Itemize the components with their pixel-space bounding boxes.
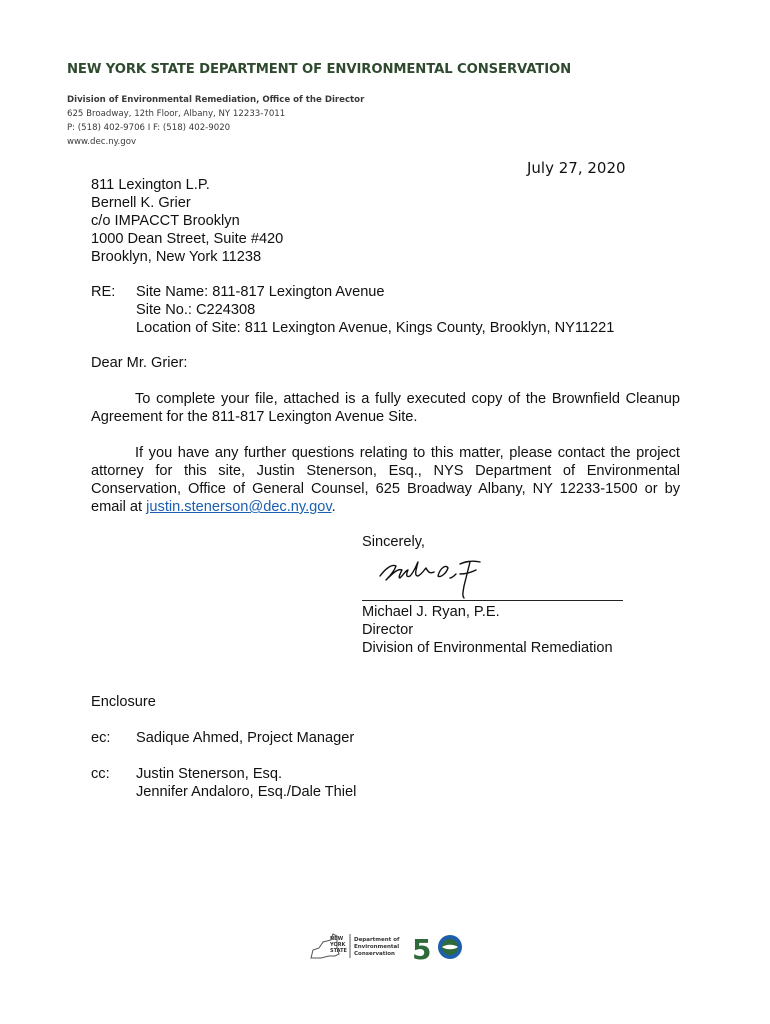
svg-text:YORK: YORK [330, 942, 346, 948]
letterhead-website: www.dec.ny.gov [67, 137, 137, 147]
recipient-line: 1000 Dean Street, Suite #420 [91, 231, 284, 247]
cc-line: Justin Stenerson, Esq. [136, 766, 283, 782]
salutation: Dear Mr. Grier: [91, 355, 188, 371]
agency-name: NEW YORK STATE DEPARTMENT OF ENVIRONMENTAL CONSERVATION [67, 62, 572, 77]
svg-text:5: 5 [412, 933, 432, 964]
re-block [136, 283, 614, 337]
re-line: Location of Site: 811 Lexington Avenue, Kings County, Brooklyn, NY11221 [136, 320, 615, 336]
svg-text:STATE: STATE [330, 948, 347, 954]
signer-block [362, 603, 613, 657]
closing: Sincerely, [362, 534, 425, 550]
dec-footer-logo [309, 928, 467, 964]
svg-text:Conservation: Conservation [354, 951, 395, 957]
ec-line: Sadique Ahmed, Project Manager [136, 730, 355, 746]
recipient-line: Bernell K. Grier [91, 195, 191, 211]
letterhead-address: 625 Broadway, 12th Floor, Albany, NY 12233-7011 [67, 109, 286, 119]
enclosure: Enclosure [91, 694, 156, 710]
ec-label: ec: [91, 730, 111, 746]
re-line: Site No.: C224308 [136, 302, 256, 318]
letter-date: July 27, 2020 [527, 159, 626, 177]
nys-dec-50-logo [309, 928, 467, 964]
signer-name: Michael J. Ryan, P.E. [362, 604, 500, 620]
letterhead-phone: P: (518) 402-9706 I F: (518) 402-9020 [67, 123, 231, 133]
re-label: RE: [91, 284, 116, 300]
body-paragraph-2 [91, 444, 680, 516]
svg-text:Environmental: Environmental [354, 944, 400, 950]
cc-block [136, 765, 356, 801]
paragraph-2-end: . [331, 499, 336, 515]
body-paragraph-1: To complete your file, attached is a fully executed copy of the Brownfield Cleanup Agreement for the 811-817 Lexington Avenue Site. [91, 391, 680, 425]
svg-text:Department of: Department of [354, 937, 400, 943]
recipient-line: Brooklyn, New York 11238 [91, 249, 262, 265]
email-link[interactable]: justin.stenerson@dec.ny.gov [146, 499, 332, 515]
division-name: Division of Environmental Remediation, Office of the Director [67, 95, 365, 105]
re-line: Site Name: 811-817 Lexington Avenue [136, 284, 385, 300]
recipient-line: c/o IMPACCT Brooklyn [91, 213, 240, 229]
recipient-line: 811 Lexington L.P. [91, 177, 210, 193]
cc-label: cc: [91, 766, 110, 782]
recipient-address [91, 176, 283, 266]
signer-division: Division of Environmental Remediation [362, 640, 613, 656]
svg-text:NEW: NEW [330, 936, 344, 942]
paragraph-2-text: If you have any further questions relating to this matter, please contact the project attorney for this site, Justin Stenerson, Esq., NYS Department of Environmental Conservation, Office of General Counsel, 625 Broadway Albany, NY 12233-1500 or by email at [91, 445, 680, 515]
signer-title: Director [362, 622, 414, 638]
cc-line: Jennifer Andaloro, Esq./Dale Thiel [136, 784, 357, 800]
signature-line [362, 600, 623, 601]
signature-image [376, 556, 488, 600]
